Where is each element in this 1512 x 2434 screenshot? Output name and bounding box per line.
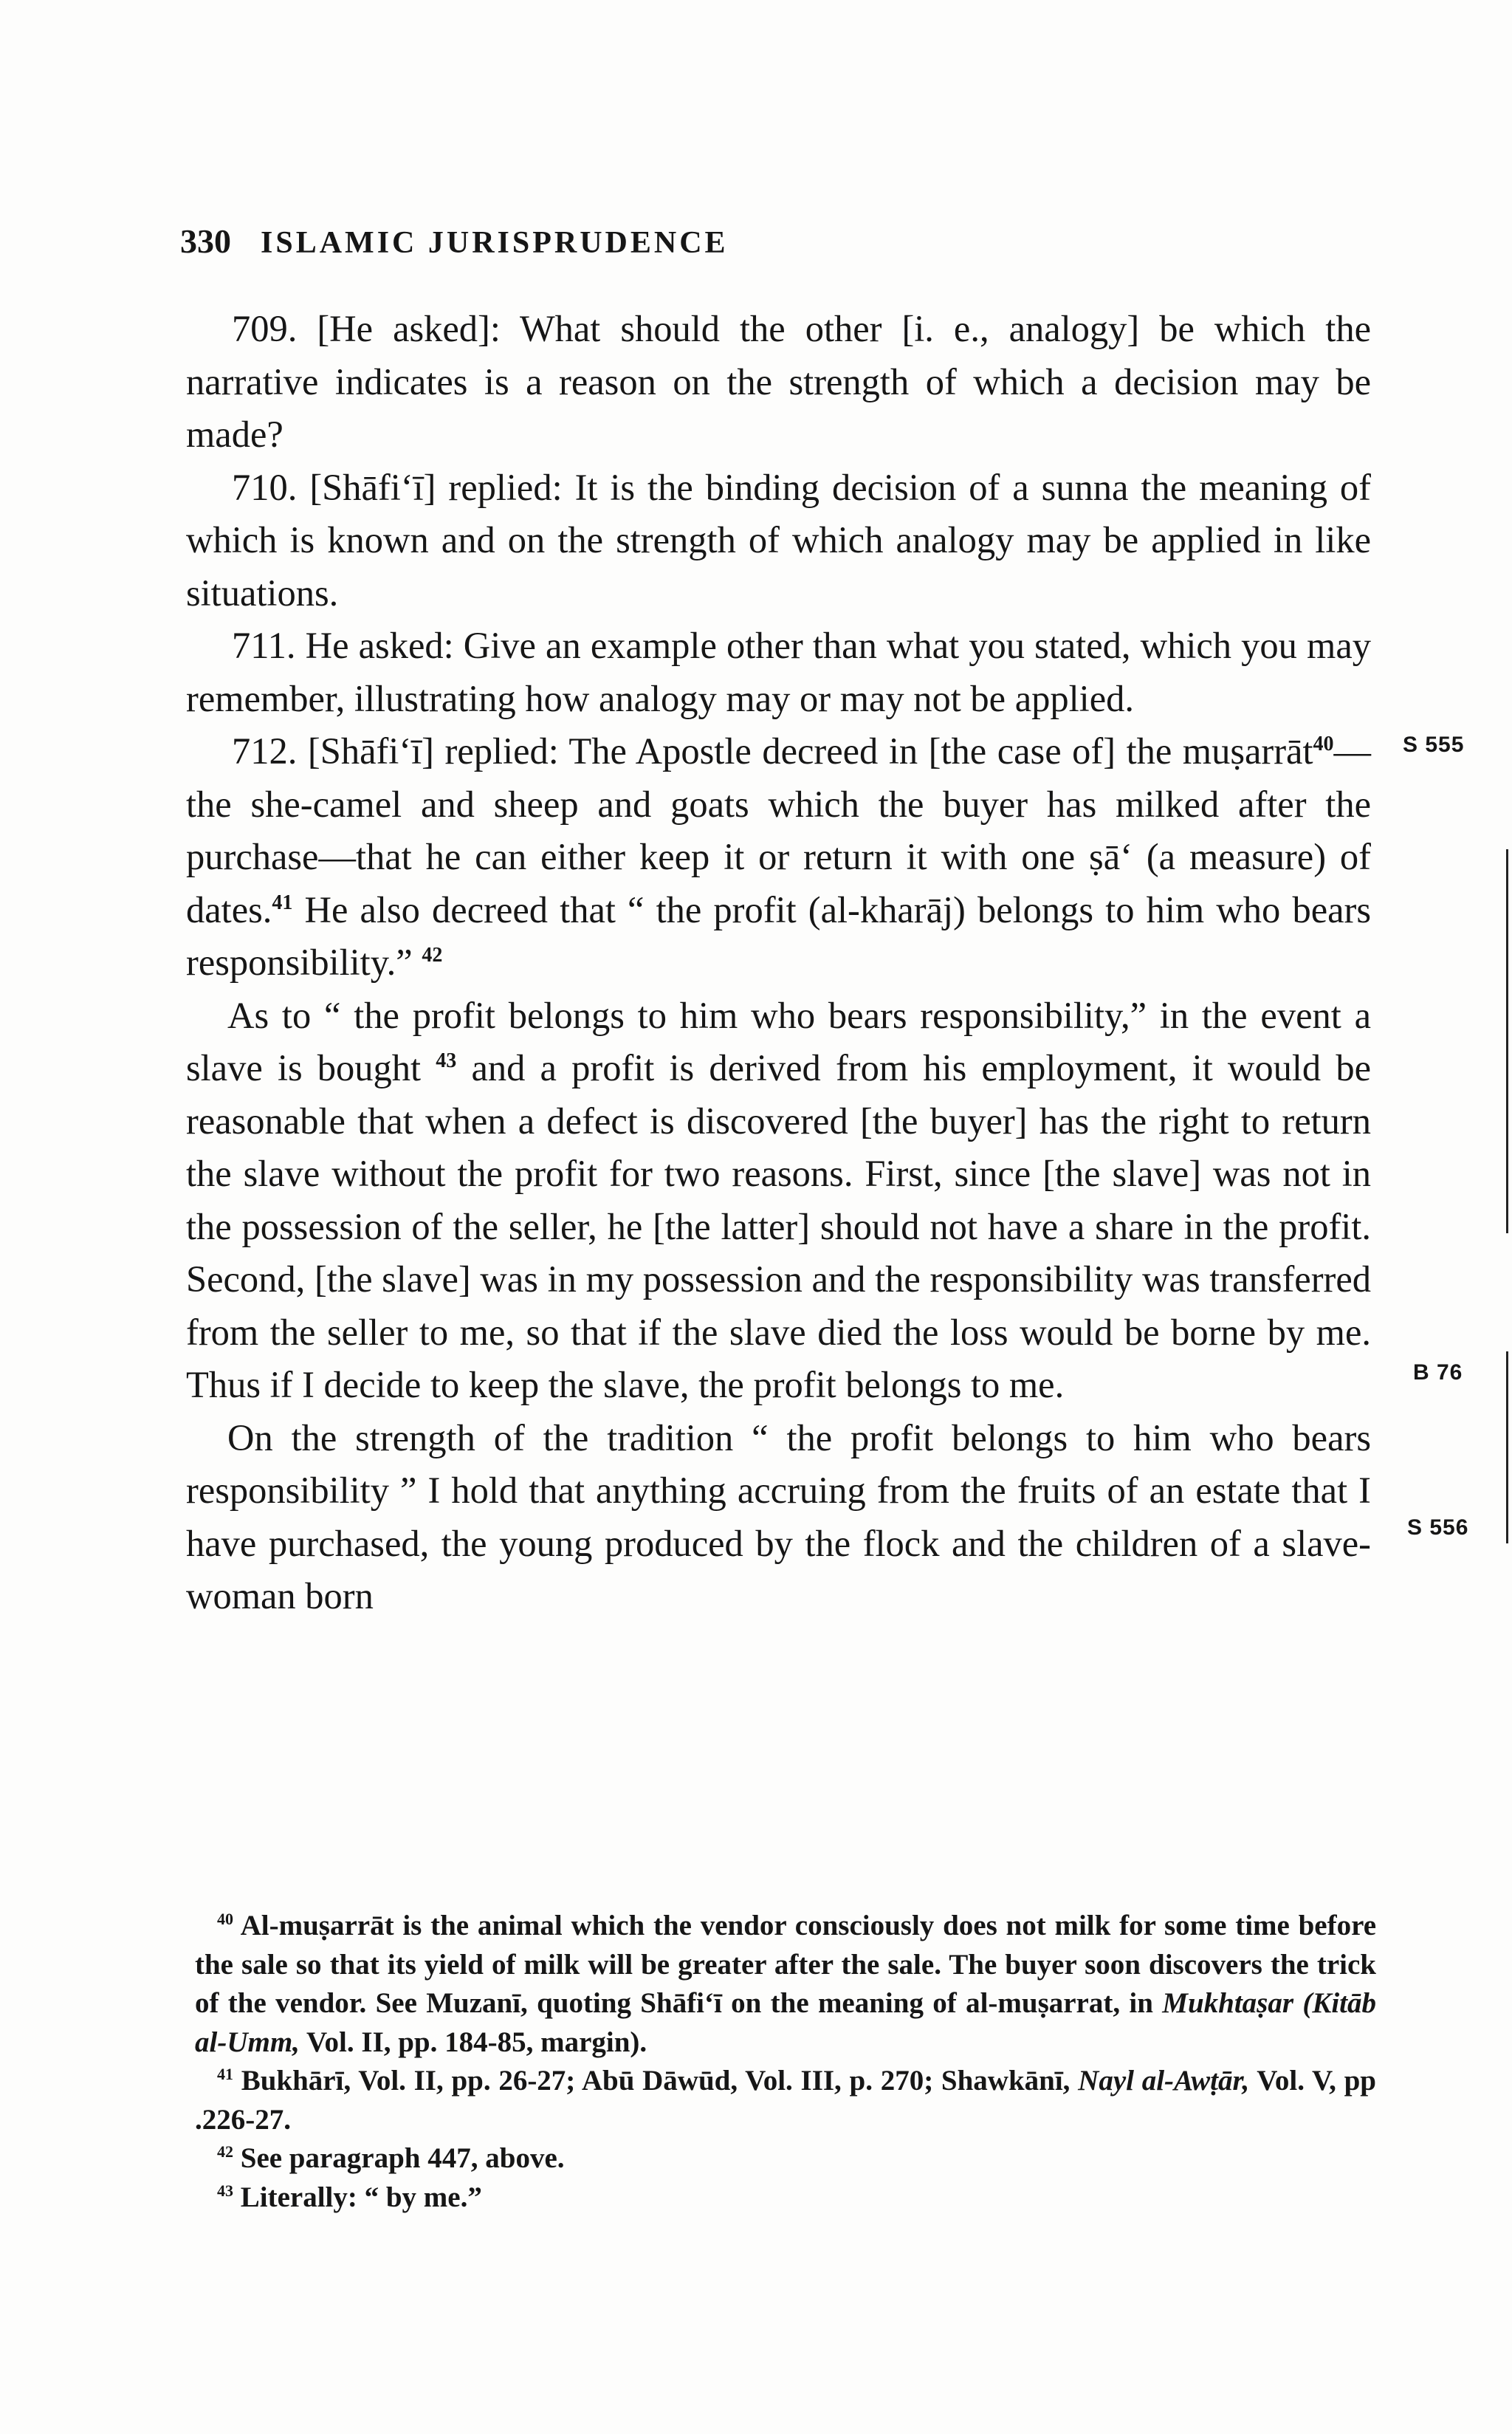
footnote-ref-40: 40 [1313,733,1334,756]
page-header [180,222,729,261]
footnote-number: 40 [217,1910,233,1928]
margin-rule [1506,1351,1508,1543]
footnote-42 [195,2139,1376,2178]
paragraph-as-to-text-a: As to “ the profit belongs to him who bears responsibility,” in the event a slave is bought [186,994,1371,1089]
main-text [186,303,1371,1623]
footnote-43 [195,2178,1376,2218]
footnote-text: Vol. V, pp .226-27. [195,2065,1376,2136]
paragraph-712-text-c: He also decreed that “ the profit (al-kharāj) belongs to him who bears responsibility.” [186,888,1371,983]
margin-ref-s556: S 556 [1407,1515,1469,1540]
page-number: 330 [180,222,231,260]
footnotes [195,1907,1376,2217]
footnote-ref-43: 43 [436,1049,457,1073]
footnote-text: See paragraph 447, above. [233,2142,565,2174]
footnote-title: Mukhtaṣar (Kitāb al-Umm, [195,1987,1376,2058]
paragraph-712-text-a: 712. [Shāfi‘ī] replied: The Apostle decreed in [the case of] the muṣarrāt [232,730,1313,772]
footnote-41 [195,2062,1376,2139]
margin-ref-b76: B 76 [1413,1360,1463,1385]
running-title: ISLAMIC JURISPRUDENCE [261,226,729,260]
footnote-ref-42: 42 [422,944,443,967]
paragraph-712 [186,725,1371,990]
paragraph-as-to [186,990,1371,1412]
paragraph-on-the-strength: On the strength of the tradition “ the profit belongs to him who bears responsibility ” I hold that anything accruing from the fruits of an estate that I have purchased, the young produced by the flock and the children of a slave-woman born [186,1416,1371,1617]
footnote-ref-41: 41 [272,891,293,914]
footnote-40 [195,1907,1376,2062]
margin-rule [1506,849,1508,1233]
footnote-text: Literally: “ by me.” [233,2181,482,2213]
paragraph-712-text-b: —the she-camel and sheep and goats which the buyer has milked after the purchase—that he can either keep it or return it with one ṣā‘ (a measure) of dates. [186,730,1371,930]
margin-ref-s555: S 555 [1403,733,1465,757]
paragraph-709: 709. [He asked]: What should the other [i. e., analogy] be which the narrative indicates is a reason on the strength of which a decision may be made? [186,308,1371,455]
footnote-number: 43 [217,2181,233,2200]
footnote-title: Nayl al-Awṭār, [1078,2065,1250,2097]
paragraph-as-to-text-b: and a profit is derived from his employment, it would be reasonable that when a defect is discovered [the buyer] has the right to return the slave without the profit for two reasons. First, since [the slave] was not in the possession of the seller, he [the latter] should not have a share in the profit. Second, [the slave] was in my possession and the responsibility was transferred from the seller to me, so that if the slave died the loss would be borne by me. Thus if I decide to keep the slave, the profit belongs to me. [186,1047,1371,1405]
paragraph-710: 710. [Shāfi‘ī] replied: It is the binding decision of a sunna the meaning of which is known and on the strength of which analogy may be applied in like situations. [186,466,1371,614]
paragraph-711: 711. He asked: Give an example other than what you stated, which you may remember, illustrating how analogy may or may not be applied. [186,625,1371,719]
footnote-text: Vol. II, pp. 184-85, margin). [299,2026,647,2058]
footnote-text: Al-muṣarrāt is the animal which the vendor consciously does not milk for some time before the sale so that its yield of milk will be greater after the sale. The buyer soon discovers the trick of the vendor. See Muzanī, quoting Shāfi‘ī on the meaning of al-muṣarrat, in [195,1910,1376,2019]
footnote-text: Bukhārī, Vol. II, pp. 26-27; Abū Dāwūd, Vol. III, p. 270; Shawkānī, [233,2065,1079,2097]
footnote-number: 42 [217,2142,233,2161]
footnote-number: 41 [217,2065,233,2083]
